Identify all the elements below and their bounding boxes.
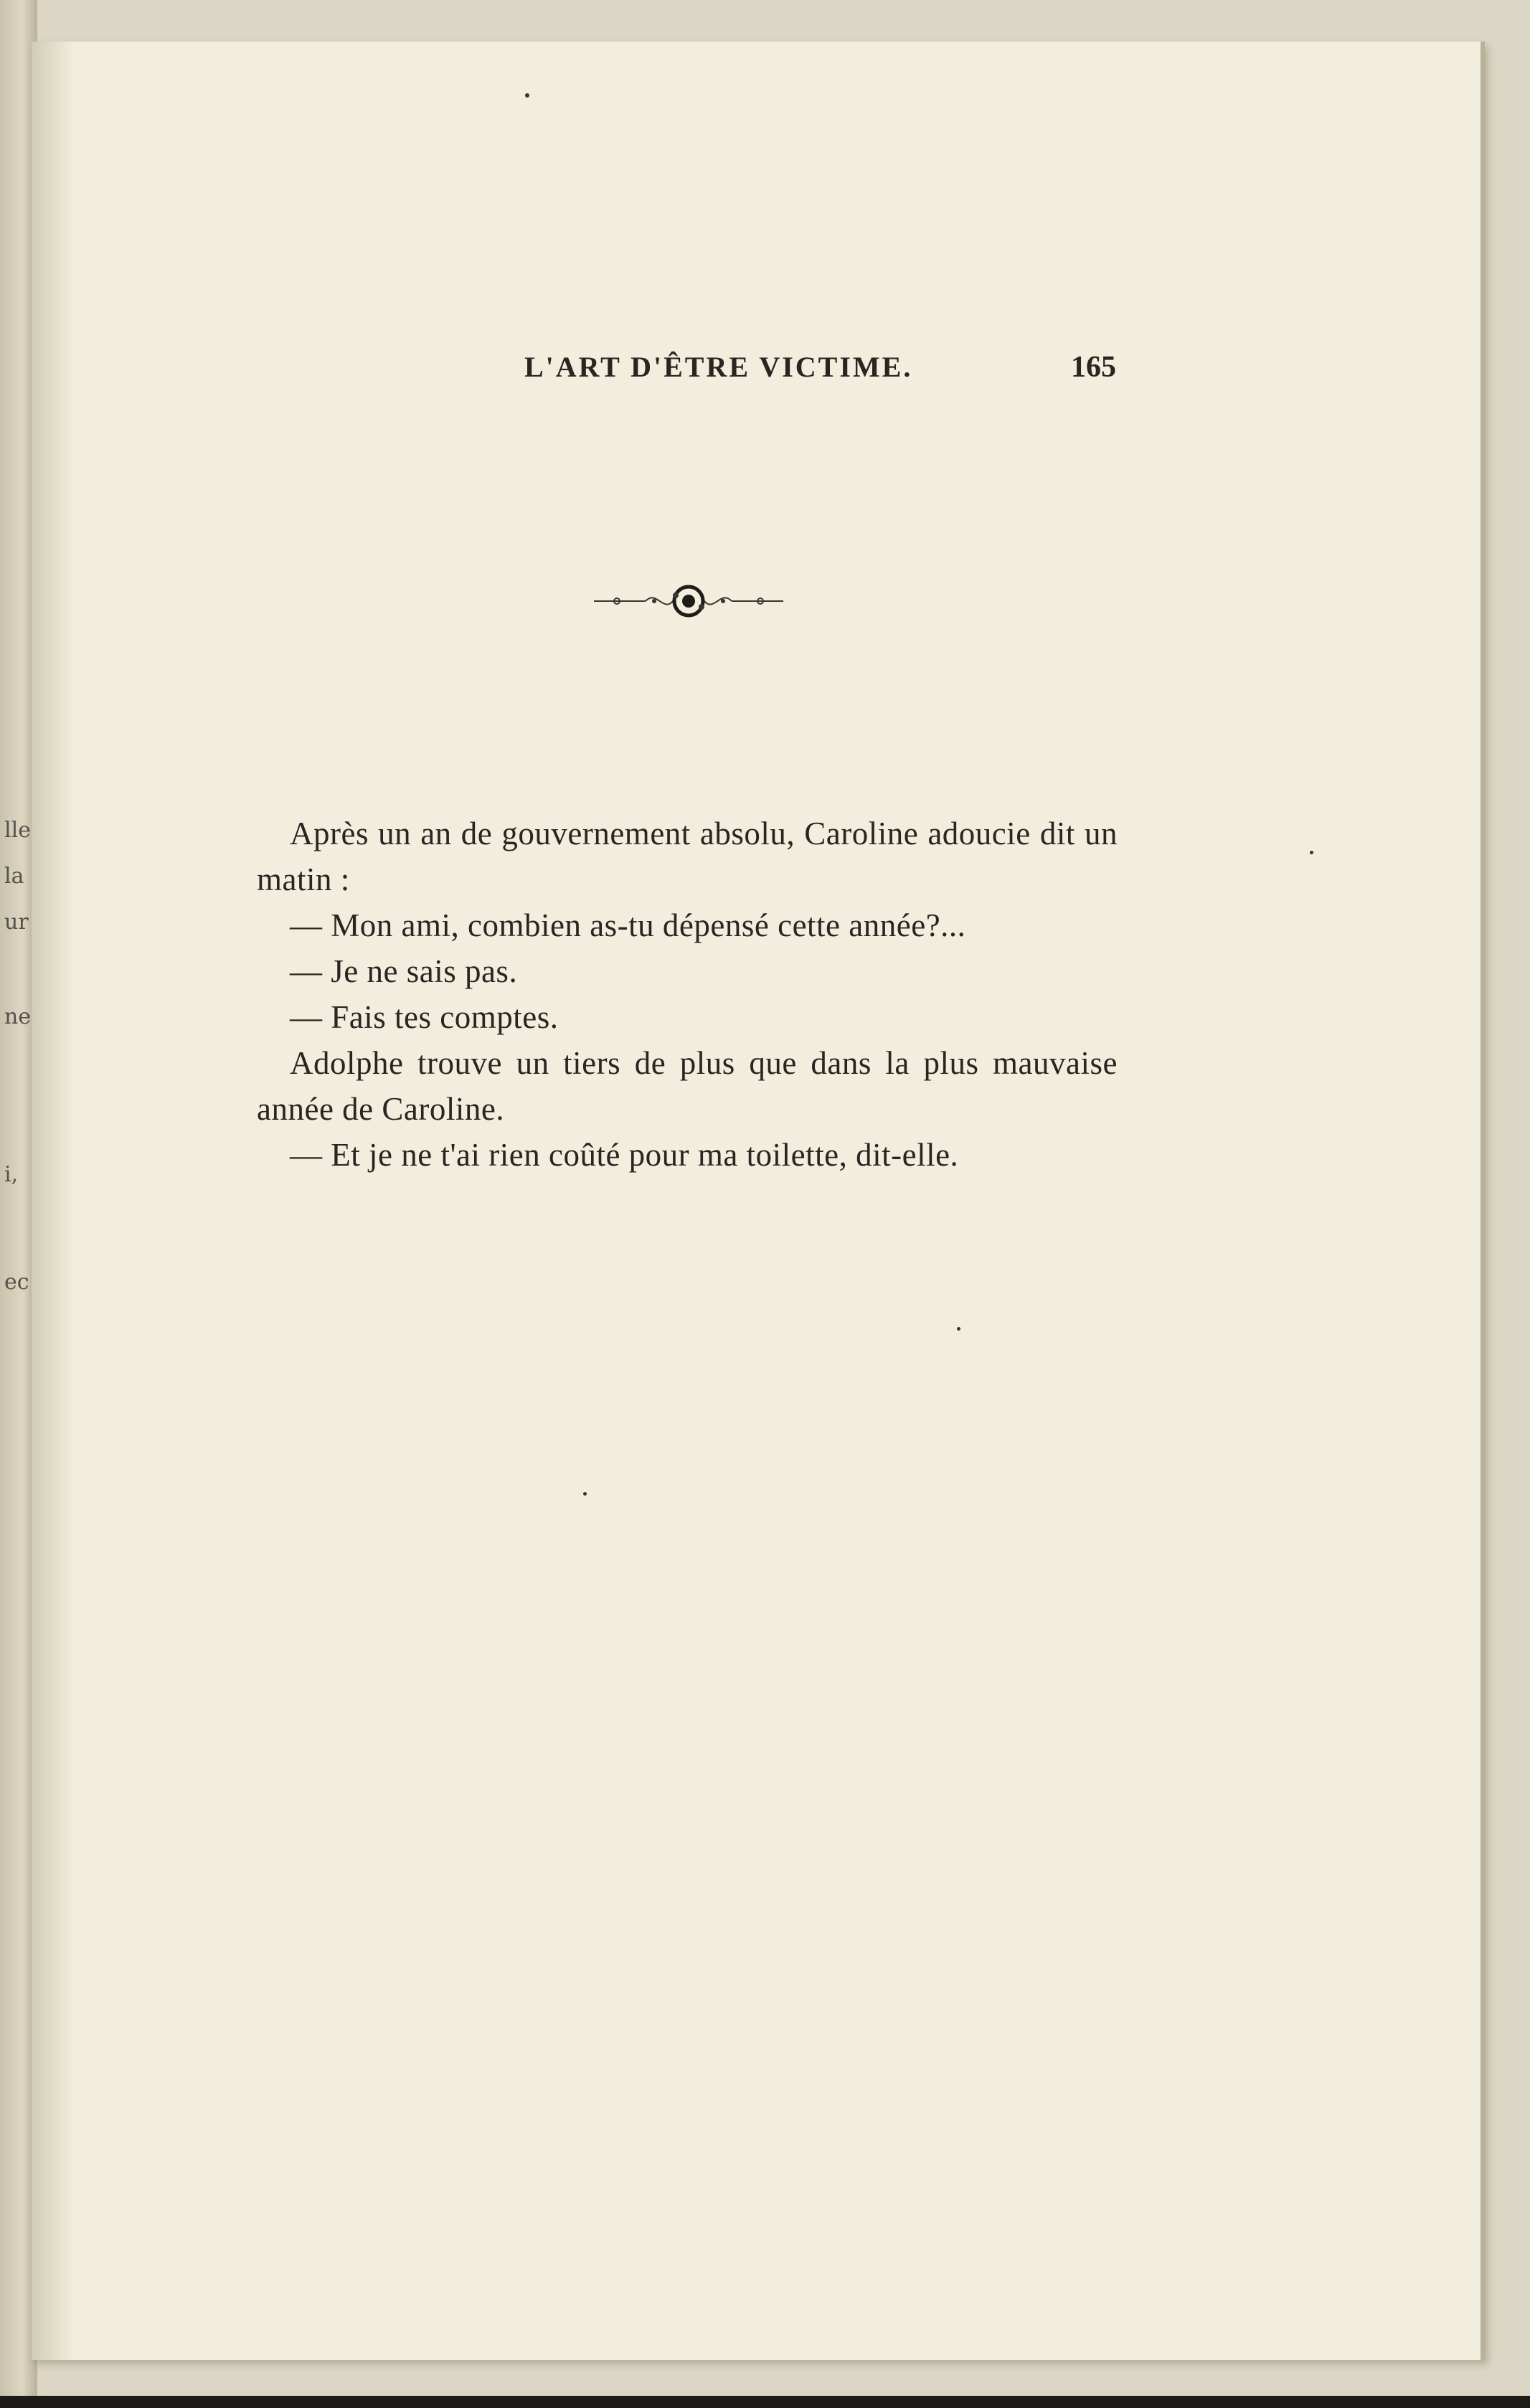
dialogue-line: — Mon ami, combien as-tu dépensé cette année?... — [290, 907, 966, 943]
paper-speck — [583, 1492, 587, 1496]
page-number: 165 — [1071, 351, 1116, 384]
left-page-fragment: ec — [4, 1270, 29, 1295]
left-page-fragment: lle — [4, 818, 31, 843]
paragraph: Après un an de gouvernement absolu, Caroline adoucie dit un matin : — [257, 816, 1118, 897]
paper-speck — [957, 1327, 960, 1331]
body-text — [257, 811, 1118, 1178]
paper-speck — [1310, 851, 1313, 854]
paragraph: Adolphe trouve un tiers de plus que dans la plus mauvaise année de Caroline. — [257, 1045, 1118, 1127]
running-title: L'ART D'ÊTRE VICTIME. — [524, 351, 913, 383]
dialogue-line: — Fais tes comptes. — [290, 999, 559, 1035]
dialogue-line: — Et je ne t'ai rien coûté pour ma toilette, dit-elle. — [290, 1137, 959, 1173]
left-page-fragment: la — [4, 864, 24, 889]
left-page-fragment: ne — [4, 1004, 32, 1029]
paper-speck — [525, 93, 529, 98]
dialogue-line: — Je ne sais pas. — [290, 953, 518, 989]
scan-bottom-edge — [0, 2396, 1530, 2408]
running-head — [0, 350, 1530, 393]
decorative-fleuron-icon — [588, 580, 789, 623]
left-page-fragment: ur — [4, 910, 29, 935]
left-page-fragment: i, — [4, 1162, 19, 1187]
